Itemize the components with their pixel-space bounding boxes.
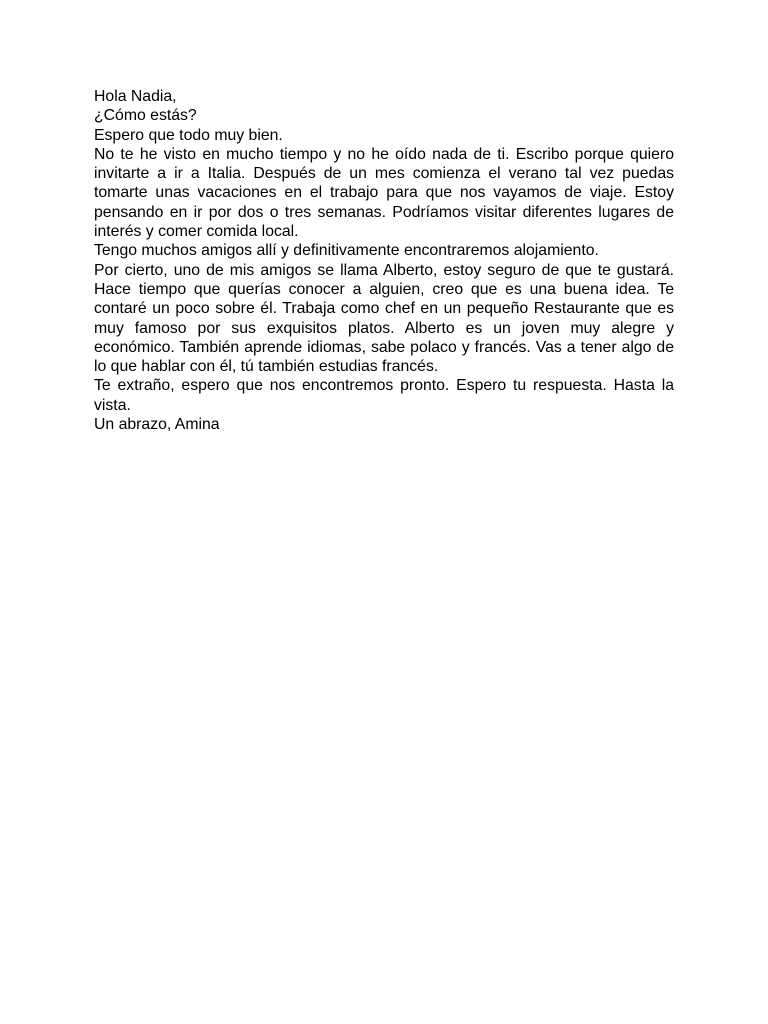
letter-wish: Espero que todo muy bien. bbox=[94, 126, 283, 144]
letter-paragraph-alberto: Por cierto, uno de mis amigos se llama Alberto, estoy seguro de que te gustará. Hace tiempo que querías conocer a alguien, creo que es una buena idea. Te contaré un poco sobre él. Trabaja como chef en un pequeño Restaurante que es muy famoso por sus exquisitos platos. Alberto es un joven muy alegre y económico. También aprende idiomas, sabe polaco y francés. Vas a tener algo de lo que hablar con él, tú también estudias francés. bbox=[94, 261, 674, 376]
letter-signoff: Un abrazo, Amina bbox=[94, 416, 220, 434]
letter-question: ¿Cómo estás? bbox=[94, 107, 197, 125]
letter-paragraph-invitation: No te he visto en mucho tiempo y no he oído nada de ti. Escribo porque quiero invitarte a ir a Italia. Después de un mes comienza el verano tal vez puedas tomarte unas vacaciones en el trabajo para que nos vayamos de viaje. Estoy pensando en ir por dos o tres semanas. Podríamos visitar diferentes lugares de interés y comer comida local. bbox=[94, 145, 674, 241]
letter-paragraph-closing: Te extraño, espero que nos encontremos pronto. Espero tu respuesta. Hasta la vista. bbox=[94, 377, 674, 414]
letter-paragraph-friends: Tengo muchos amigos allí y definitivamente encontraremos alojamiento. bbox=[94, 242, 599, 260]
letter-greeting: Hola Nadia, bbox=[94, 88, 177, 105]
letter-body bbox=[94, 87, 674, 434]
